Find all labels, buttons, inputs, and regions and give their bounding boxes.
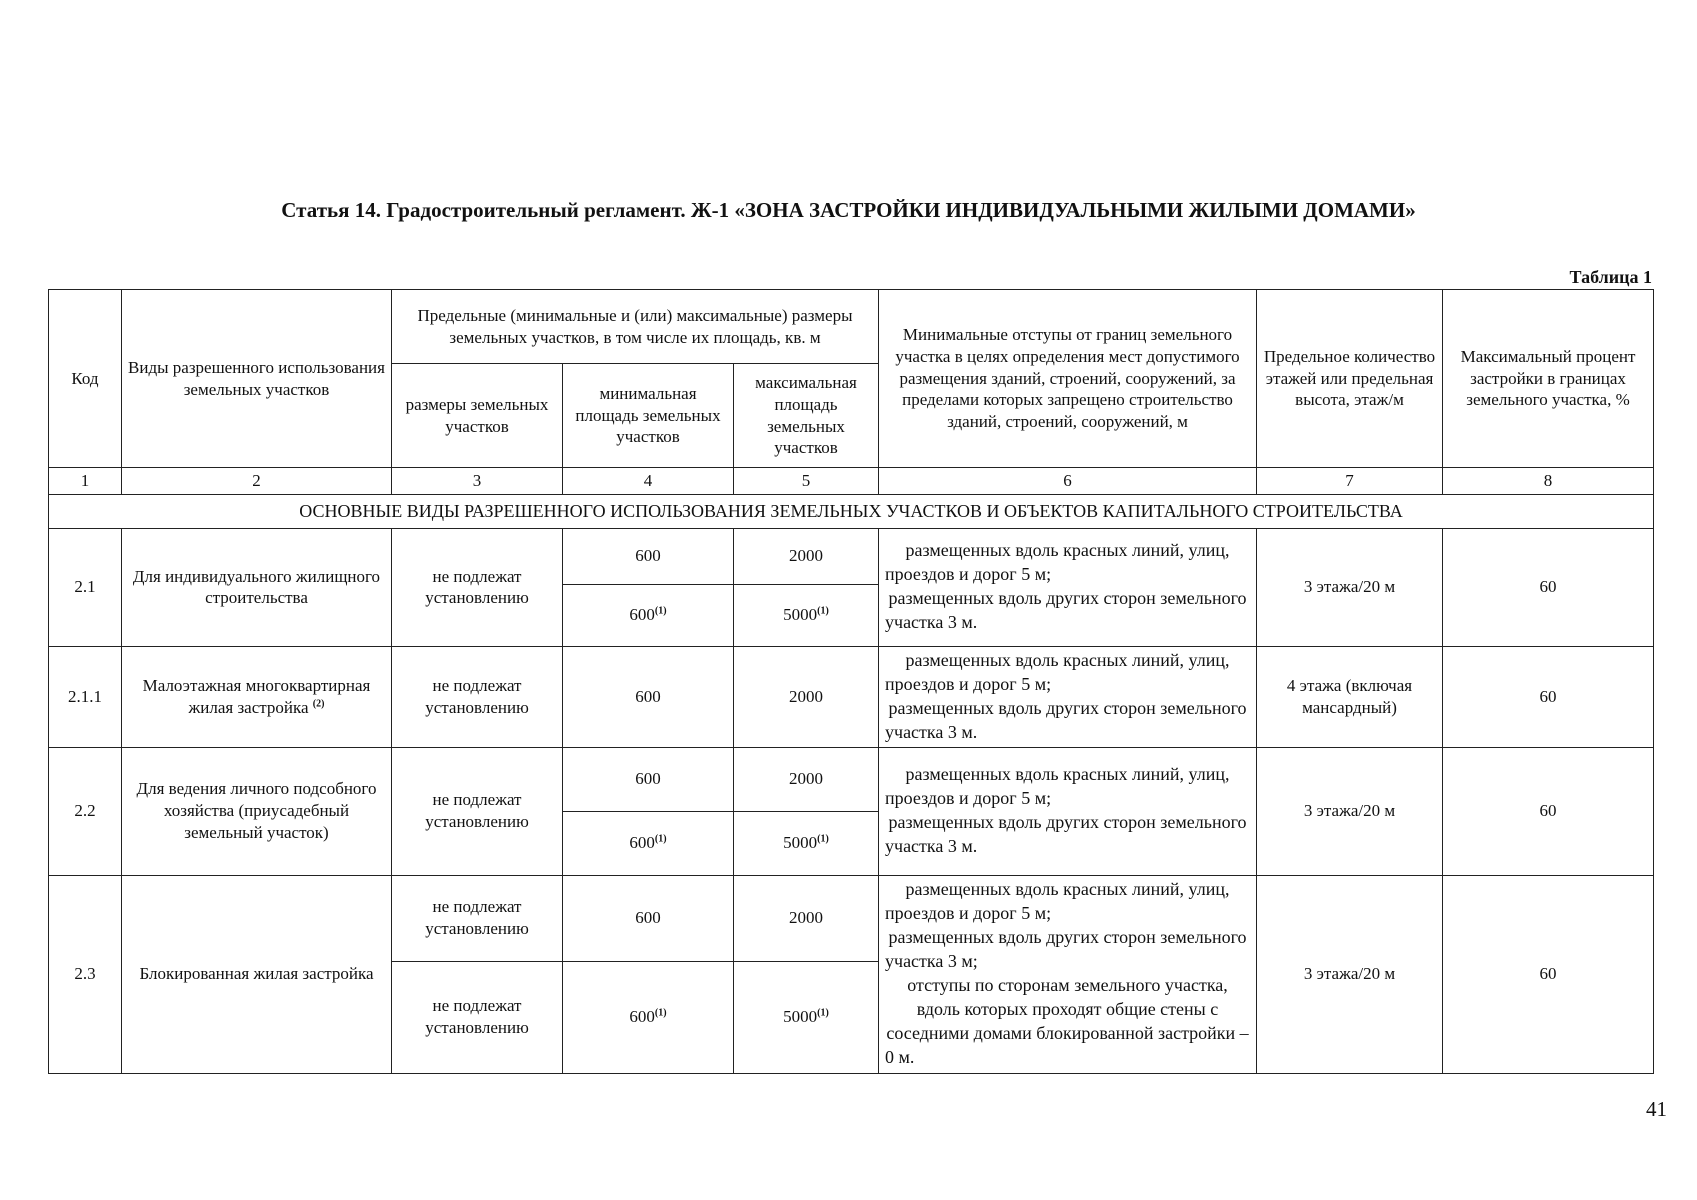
row-floors: 4 этажа (включая мансардный) [1257, 646, 1443, 747]
header-max-area: максимальная площадь земельных участков [734, 364, 879, 468]
row-max-area: 2000 [734, 747, 879, 811]
row-coverage: 60 [1443, 646, 1654, 747]
setback-line: размещенных вдоль красных линий, улиц, проездов и дорог 5 м; [885, 764, 1230, 809]
column-number: 3 [392, 468, 563, 495]
row-setbacks [879, 646, 1257, 747]
table-row [49, 875, 1654, 961]
row-plot-sizes: не подлежат установлению [392, 528, 563, 646]
header-code: Код [49, 290, 122, 468]
setback-line: размещенных вдоль других сторон земельного участка 3 м. [885, 588, 1247, 633]
footnote-mark: (1) [654, 605, 667, 617]
row-floors: 3 этажа/20 м [1257, 875, 1443, 1073]
row-coverage: 60 [1443, 747, 1654, 875]
row-max-area: 2000 [734, 875, 879, 961]
row-max-area: 5000$^{(1)}$ [734, 961, 879, 1073]
column-number: 1 [49, 468, 122, 495]
row-floors: 3 этажа/20 м [1257, 747, 1443, 875]
header-setbacks: Минимальные отступы от границ земельного участка в целях определения мест допустимого размещения зданий, строений, сооружений, за пределами которых запрещено строительство зданий, строений, сооружений, м [879, 290, 1257, 468]
regulation-table [48, 289, 1654, 1074]
row-max-area: 2000 [734, 528, 879, 584]
row-plot-sizes: не подлежат установлению [392, 747, 563, 875]
row-code: 2.1.1 [49, 646, 122, 747]
table-row [49, 747, 1654, 811]
row-plot-sizes: не подлежат установлению [392, 961, 563, 1073]
row-max-area: 5000$^{(1)}$ [734, 811, 879, 875]
column-number: 5 [734, 468, 879, 495]
column-number: 8 [1443, 468, 1654, 495]
row-setbacks [879, 875, 1257, 1073]
table-row [49, 646, 1654, 747]
row-plot-sizes: не подлежат установлению [392, 875, 563, 961]
header-plot-sizes: размеры земельных участков [392, 364, 563, 468]
setback-line: размещенных вдоль других сторон земельного участка 3 м; [885, 927, 1247, 972]
section-row [49, 494, 1654, 528]
footnote-mark: (1) [817, 833, 829, 845]
row-max-area: 5000$^{(1)}$ [734, 584, 879, 646]
footnote-mark: (1) [817, 1007, 829, 1019]
row-setbacks [879, 528, 1257, 646]
page-number: 41 [1646, 1097, 1667, 1121]
column-number-row [49, 468, 1654, 495]
footnote-mark: (1) [817, 605, 829, 617]
row-use-type: Малоэтажная многоквартирная жилая застройка $^{(2)}$ [122, 646, 392, 747]
document-title: Статья 14. Градостроительный регламент. Ж-1 «ЗОНА ЗАСТРОЙКИ ИНДИВИДУАЛЬНЫМИ ЖИЛЫМИ ДОМАМИ» [281, 198, 1416, 222]
header-coverage: Максимальный процент застройки в границах земельного участка, % [1443, 290, 1654, 468]
table-row [49, 528, 1654, 584]
setback-line: размещенных вдоль красных линий, улиц, проездов и дорог 5 м; [885, 649, 1230, 694]
table-label: Таблица 1 [1569, 267, 1652, 287]
footnote-mark: (2) [312, 697, 325, 709]
setback-line: отступы по сторонам земельного участка, вдоль которых проходят общие стены с соседними домами блокированной застройки – 0 м. [885, 975, 1249, 1067]
row-max-area: 2000 [734, 646, 879, 747]
row-coverage: 60 [1443, 528, 1654, 646]
row-setbacks [879, 747, 1257, 875]
row-min-area: 600$^{(1)}$ [563, 811, 734, 875]
row-use-type: Блокированная жилая застройка [122, 875, 392, 1073]
column-number: 7 [1257, 468, 1443, 495]
header-use-types: Виды разрешенного использования земельных участков [122, 290, 392, 468]
footnote-mark: (1) [654, 1007, 667, 1019]
header-min-area: минимальная площадь земельных участков [563, 364, 734, 468]
row-min-area: 600$^{(1)}$ [563, 584, 734, 646]
header-limit-sizes: Предельные (минимальные и (или) максимальные) размеры земельных участков, в том числе их площадь, кв. м [392, 290, 879, 364]
header-floors: Предельное количество этажей или предельная высота, этаж/м [1257, 290, 1443, 468]
row-code: 2.3 [49, 875, 122, 1073]
setback-line: размещенных вдоль других сторон земельного участка 3 м. [885, 812, 1247, 856]
row-min-area: 600$^{(1)}$ [563, 961, 734, 1073]
row-use-type: Для индивидуального жилищного строительства [122, 528, 392, 646]
row-use-type: Для ведения личного подсобного хозяйства (приусадебный земельный участок) [122, 747, 392, 875]
row-code: 2.1 [49, 528, 122, 646]
column-number: 4 [563, 468, 734, 495]
row-min-area: 600 [563, 747, 734, 811]
row-coverage: 60 [1443, 875, 1654, 1073]
row-code: 2.2 [49, 747, 122, 875]
header-row-1 [49, 290, 1654, 364]
row-min-area: 600 [563, 646, 734, 747]
section-title: ОСНОВНЫЕ ВИДЫ РАЗРЕШЕННОГО ИСПОЛЬЗОВАНИЯ ЗЕМЕЛЬНЫХ УЧАСТКОВ И ОБЪЕКТОВ КАПИТАЛЬНОГО СТРОИТЕЛЬСТВА [49, 494, 1654, 528]
row-min-area: 600 [563, 875, 734, 961]
row-floors: 3 этажа/20 м [1257, 528, 1443, 646]
setback-line: размещенных вдоль других сторон земельного участка 3 м. [885, 697, 1247, 742]
row-plot-sizes: не подлежат установлению [392, 646, 563, 747]
footnote-mark: (1) [654, 833, 667, 845]
row-min-area: 600 [563, 528, 734, 584]
setback-line: размещенных вдоль красных линий, улиц, проездов и дорог 5 м; [885, 540, 1230, 585]
setback-line: размещенных вдоль красных линий, улиц, проездов и дорог 5 м; [885, 879, 1230, 924]
column-number: 2 [122, 468, 392, 495]
column-number: 6 [879, 468, 1257, 495]
